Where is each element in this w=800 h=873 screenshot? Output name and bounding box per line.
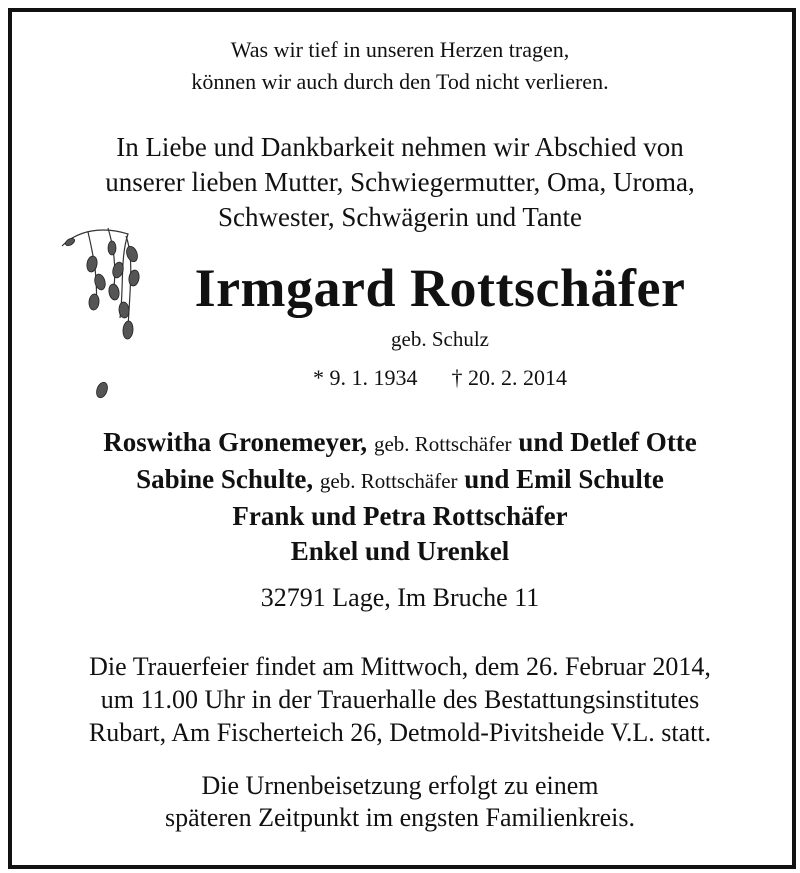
family-row: Frank und Petra Rottschäfer — [232, 501, 568, 531]
intro-line: Schwester, Schwägerin und Tante — [218, 202, 582, 232]
motto-line: können wir auch durch den Tod nicht verlieren. — [191, 69, 609, 94]
death-date: † 20. 2. 2014 — [451, 365, 567, 390]
family-list — [0, 425, 800, 569]
burial-info — [0, 770, 800, 834]
family-row — [0, 462, 800, 499]
intro-line: In Liebe und Dankbarkeit nehmen wir Abschied von — [116, 132, 684, 162]
burial-line: späteren Zeitpunkt im engsten Familienkreis. — [164, 803, 636, 832]
service-line: Die Trauerfeier findet am Mittwoch, dem 26. Februar 2014, — [89, 652, 711, 681]
burial-line: Die Urnenbeisetzung erfolgt zu einem — [201, 771, 599, 800]
family-partner: und Detlef Otte — [518, 427, 697, 457]
family-row — [0, 425, 800, 462]
motto-line: Was wir tief in unseren Herzen tragen, — [230, 37, 570, 62]
family-row: Enkel und Urenkel — [290, 536, 510, 566]
service-info — [0, 650, 800, 749]
family-note: geb. Rottschäfer — [319, 469, 458, 493]
address: 32791 Lage, Im Bruche 11 — [260, 583, 540, 612]
birth-date: * 9. 1. 1934 — [313, 365, 418, 390]
family-name: Sabine Schulte, — [136, 464, 314, 494]
life-dates — [40, 364, 800, 392]
family-name: Roswitha Gronemeyer, — [103, 427, 368, 457]
intro-line: unserer lieben Mutter, Schwiegermutter, Oma, Uroma, — [105, 167, 695, 197]
family-note: geb. Rottschäfer — [373, 432, 512, 456]
motto — [0, 34, 800, 98]
deceased-name: Irmgard Rottschäfer — [194, 258, 686, 318]
service-line: Rubart, Am Fischerteich 26, Detmold-Pivitsheide V.L. statt. — [88, 718, 712, 747]
birth-name: geb. Schulz — [391, 327, 489, 351]
service-line: um 11.00 Uhr in der Trauerhalle des Bestattungsinstitutes — [100, 685, 700, 714]
family-partner: und Emil Schulte — [464, 464, 664, 494]
